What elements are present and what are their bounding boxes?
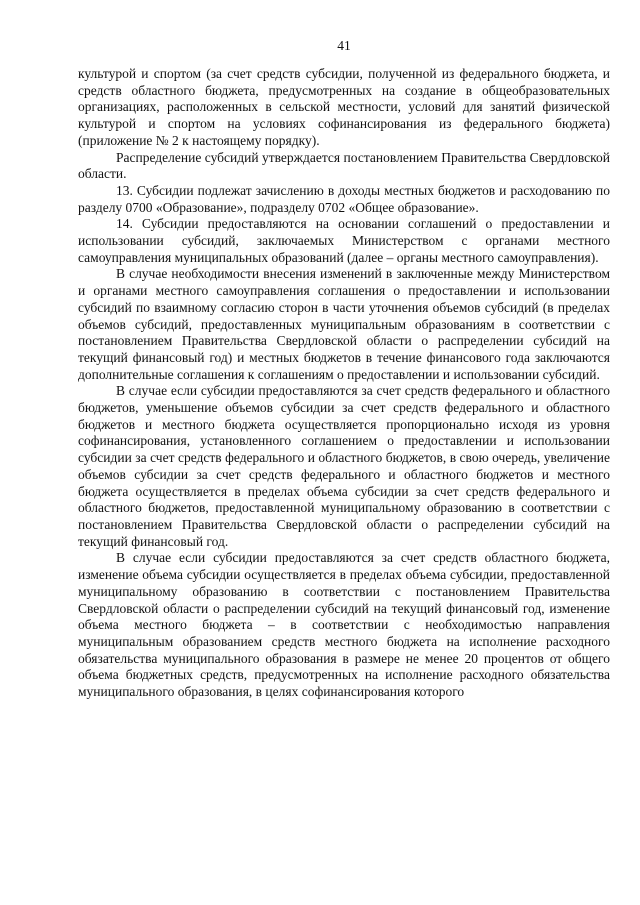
page-number: 41 bbox=[337, 38, 351, 53]
paragraph-regional: В случае если субсидии предоставляются за счет средств областного бюджета, изменение объема субсидии осуществляется в пределах объема субсидии, предоставленной муниципальному образованию в соответствии с постановлением Правительства Свердловской области о распределении субсидий на текущий финансовый год, изменение объема местного бюджета – в соответствии с необходимостью направления муниципальным образованием средств местного бюджета на исполнение расходного обязательства муниципального образования в размере не менее 20 процентов от общего объема бюджетных средств, предусмотренных на исполнение расходного обязательства муниципального образования, в целях софинансирования которого bbox=[78, 550, 610, 700]
paragraph-item-14: 14. Субсидии предоставляются на основании соглашений о предоставлении и использовании субсидий, заключаемых Министерством с органами местного самоуправления муниципальных образований (далее – органы местного самоуправления). bbox=[78, 216, 610, 265]
paragraph-federal-regional: В случае если субсидии предоставляются за счет средств федерального и областного бюджетов, уменьшение объемов субсидии за счет средств федерального и областного бюджетов и местного бюджета осуществляется пропорционально исходя из уровня софинансирования, установленного соглашением о предоставлении и использовании субсидии за счет средств федерального и областного бюджетов, в свою очередь, увеличение объемов субсидии за счет средств федерального и областного бюджетов и местного бюджета осуществляется в пределах объема субсидии за счет средств федерального и областного бюджетов, предоставленной муниципальному образованию в соответствии с постановлением Правительства Свердловской области о распределении субсидий на текущий финансовый год. bbox=[78, 383, 610, 549]
paragraph-amendments: В случае необходимости внесения изменений в заключенные между Министерством и органами местного самоуправления соглашения о предоставлении и использовании субсидий по взаимному согласию сторон в части уточнения объемов субсидий (в пределах объемов субсидий, предоставленных муниципальным образованиям в соответствии с постановлением Правительства Свердловской области о распределении субсидий на текущий финансовый год) и местных бюджетов в течение финансового года заключаются дополнительные соглашения к соглашениям о предоставлении и использовании субсидий. bbox=[78, 266, 610, 382]
paragraph-distribution: Распределение субсидий утверждается постановлением Правительства Свердловской области. bbox=[78, 149, 610, 182]
paragraph-continuation: культурой и спортом (за счет средств субсидии, полученной из федерального бюджета, и средств областного бюджета, предусмотренных на создание в общеобразовательных организациях, расположенных в сельской местности, условий для занятий физической культурой и спортом на условиях софинансирования из федерального бюджета) (приложение № 2 к настоящему порядку). bbox=[78, 66, 610, 148]
paragraph-item-13: 13. Субсидии подлежат зачислению в доходы местных бюджетов и расходованию по разделу 0700 «Образование», подразделу 0702 «Общее образование». bbox=[78, 182, 610, 215]
